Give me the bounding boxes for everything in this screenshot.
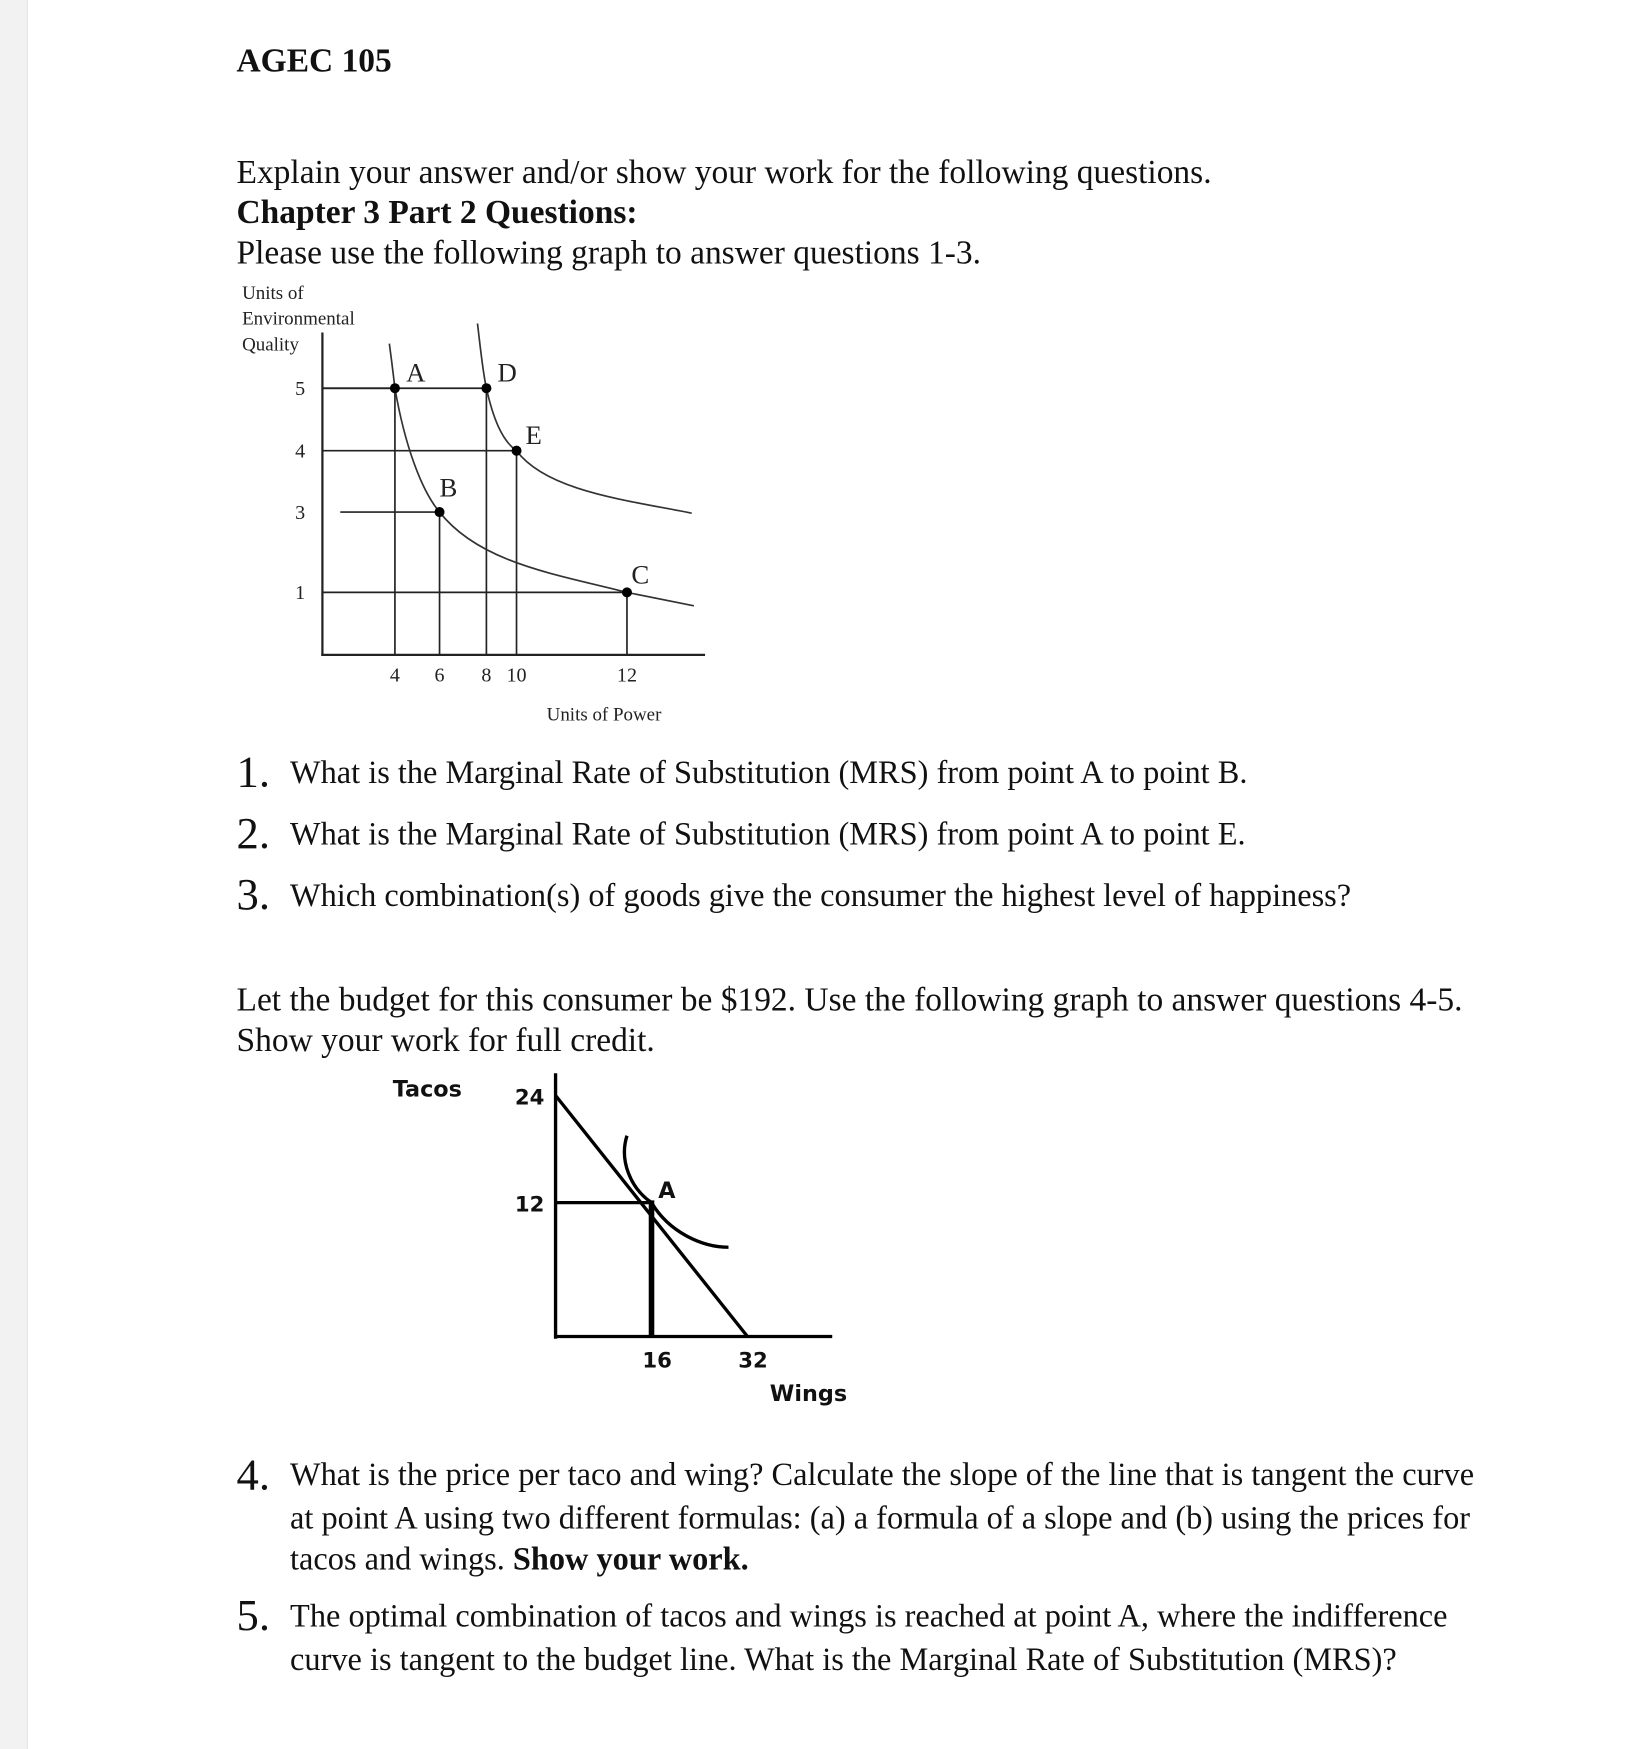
y-tick-label: 5 xyxy=(295,377,306,400)
question-number: 2. xyxy=(236,807,270,858)
question-number: 5. xyxy=(236,1589,270,1640)
instructions: Explain your answer and/or show your work for the following questions. xyxy=(236,153,1212,191)
y-tick-label: 1 xyxy=(295,582,306,605)
question-text: Which combination(s) of goods give the consumer the highest level of happiness? xyxy=(290,877,1352,914)
y-tick-label: 4 xyxy=(295,440,306,463)
x-tick-label: 4 xyxy=(389,664,400,687)
x-tick-label: 32 xyxy=(738,1347,768,1373)
question-number: 4. xyxy=(236,1449,270,1500)
point-label-b: B xyxy=(439,472,458,503)
y-axis-label: Tacos xyxy=(392,1076,462,1103)
question-text: What is the Marginal Rate of Substitution (MRS) from point A to point E. xyxy=(290,816,1246,853)
x-tick-label: 10 xyxy=(506,664,527,687)
budget-statement: Let the budget for this consumer be $192. Use the following graph to answer questions 4-5. xyxy=(236,981,1463,1019)
question-number: 3. xyxy=(236,869,270,920)
question-text-line: What is the price per taco and wing? Calculate the slope of the line that is tangent the curve xyxy=(290,1456,1475,1493)
x-axis-label: Wings xyxy=(769,1381,848,1408)
y-axis-label-line: Units of xyxy=(242,282,304,304)
y-tick-label: 24 xyxy=(514,1084,545,1110)
x-tick-label: 6 xyxy=(434,664,445,687)
y-tick-label: 3 xyxy=(295,501,306,524)
x-tick-label: 16 xyxy=(642,1347,672,1373)
question-number: 1. xyxy=(236,746,270,797)
show-work-emphasis: Show your work. xyxy=(512,1541,749,1578)
point-label-a: A xyxy=(406,357,426,388)
indifference-curve xyxy=(624,1136,728,1248)
budget-line-chart xyxy=(0,0,892,1450)
x-tick-label: 8 xyxy=(481,664,492,687)
question-text-plain: tacos and wings. xyxy=(290,1541,513,1578)
y-axis-label-line: Quality xyxy=(242,334,299,356)
point-label-c: C xyxy=(631,559,650,590)
y-tick-label: 12 xyxy=(514,1191,545,1217)
question-text: What is the Marginal Rate of Substitution (MRS) from point A to point B. xyxy=(290,755,1248,791)
course-title: AGEC 105 xyxy=(236,42,392,80)
point-label-d: D xyxy=(497,357,517,388)
y-axis-label-line: Environmental xyxy=(242,308,355,330)
graph1-prompt: Please use the following graph to answer questions 1-3. xyxy=(236,234,982,272)
question-text-line: The optimal combination of tacos and wings is reached at point A, where the indifference xyxy=(290,1598,1448,1635)
question-text-line: curve is tangent to the budget line. What is the Marginal Rate of Substitution (MRS)? xyxy=(290,1642,1397,1678)
point-label-a: A xyxy=(658,1178,676,1205)
point-label-e: E xyxy=(525,420,542,451)
question-text-line xyxy=(290,1540,749,1581)
section-title: Chapter 3 Part 2 Questions: xyxy=(236,194,638,231)
budget-instructions: Show your work for full credit. xyxy=(236,1021,655,1059)
x-tick-label: 12 xyxy=(616,664,638,687)
question-text-line: at point A using two different formulas: (a) a formula of a slope and (b) using the prices for xyxy=(290,1500,1471,1537)
x-axis-label: Units of Power xyxy=(546,704,662,726)
